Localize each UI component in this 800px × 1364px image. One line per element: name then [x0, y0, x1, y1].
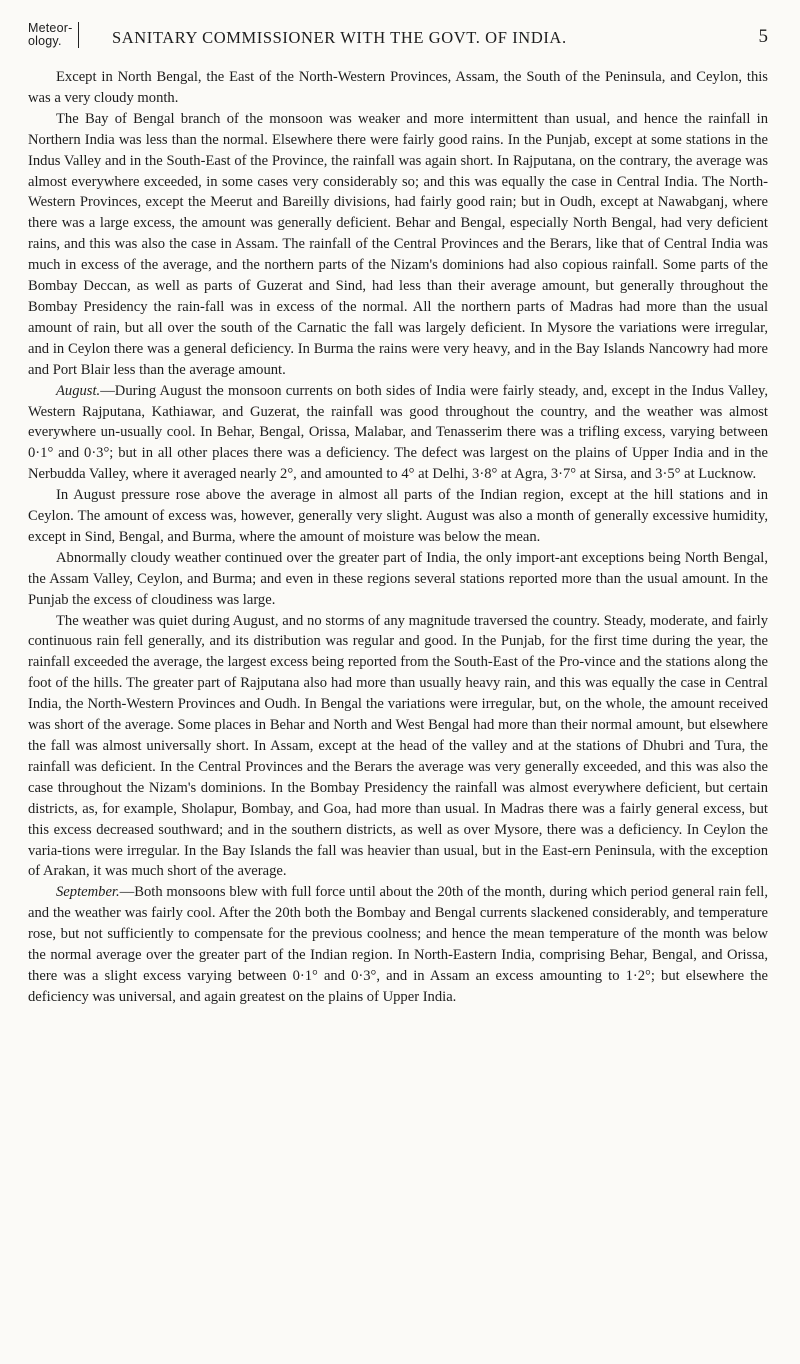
paragraph-lead-september: September. — [56, 884, 120, 901]
paragraph-text: —During August the monsoon currents on both sides of India were fairly steady, and, except in the Indus Valley, Western Rajputana, Kathiawar, and Guzerat, the rainfall was good throughout the country, and the weather was almost everywhere un-usually cool. In Behar, Bengal, Orissa, Malabar, and Tenasserim there was a trifling excess, varying between 0·1° and 0·3°; but in all other places there was a deficiency. The defect was largest on the plains of Upper India and in the Nerbudda Valley, where it averaged nearly 2°, and amounted to 4° at Delhi, 3·8° at Agra, 3·7° at Sirsa, and 3·5° at Lucknow. — [28, 382, 768, 483]
paragraph — [28, 611, 768, 883]
running-head: SANITARY COMMISSIONER WITH THE GOVT. OF INDIA. — [112, 28, 567, 47]
paragraph-text: Except in North Bengal, the East of the North-Western Provinces, Assam, the South of the Peninsula, and Ceylon, this was a very cloudy month. — [28, 69, 768, 106]
section-tag-line-1: Meteor- — [28, 21, 73, 35]
paragraph — [28, 548, 768, 611]
paragraph — [28, 109, 768, 381]
paragraph — [28, 67, 768, 109]
section-tag — [28, 22, 79, 48]
paragraph — [28, 882, 768, 1007]
page-header — [28, 20, 768, 66]
paragraph — [28, 485, 768, 548]
paragraph-text: In August pressure rose above the average in almost all parts of the Indian region, except at the hill stations and in Ceylon. The amount of excess was, however, generally very slight. August was also a month of generally excessive humidity, except in Sind, Bengal, and Burma, where the amount of moisture was below the mean. — [28, 487, 768, 545]
paragraph-text: Abnormally cloudy weather continued over the greater part of India, the only import-ant exceptions being North Bengal, the Assam Valley, Ceylon, and Burma; and even in these regions several stations reported more than the usual amount. In the Punjab the excess of cloudiness was large. — [28, 549, 768, 608]
body-text — [28, 67, 768, 1008]
page-number: 5 — [758, 26, 768, 47]
paragraph — [28, 381, 768, 486]
section-tag-line-2: ology. — [28, 34, 62, 48]
paragraph-text: —Both monsoons blew with full force until about the 20th of the month, during which period general rain fell, and the weather was fairly cool. After the 20th both the Bombay and Bengal currents slackened considerably, and temperature rose, but not sufficiently to compensate for the previous coolness; and hence the mean temperature of the month was below the normal average over the greater part of the Indian region. In North-Eastern India, comprising Behar, Bengal, and Orissa, there was a slight excess varying between 0·1° and 0·3°, and in Assam an excess amounting to 1·2°; but elsewhere the deficiency was universal, and again greatest on the plains of Upper India. — [28, 884, 768, 1005]
paragraph-text: The Bay of Bengal branch of the monsoon was weaker and more intermittent than usual, and hence the rainfall in Northern India was less than the normal. Elsewhere there were fairly good rains. In the Punjab, except at some stations in the Indus Valley and in the South-East of the Province, the rainfall was again short. In Rajputana, on the contrary, the average was almost everywhere exceeded, in some cases very considerably so; and this was equally the case in Central India. The North-Western Provinces, except the Meerut and Bareilly divisions, had fairly good rain; but in Oudh, except at Nawabganj, where there was a large excess, the amount was generally deficient. Behar and Bengal, especially North Bengal, had very deficient rains, and this was also the case in Assam. The rainfall of the Central Provinces and the Berars, like that of Central India was much in excess of the average, and the northern parts of the Nizam's dominions had also copious rainfall. Some parts of the Bombay Deccan, as well as parts of Guzerat and Sind, had less than their average amount, but generally throughout the Bombay Presidency the rain-fall was in excess of the normal. All the northern parts of Madras had more than the usual amount of rain, but all over the south of the Carnatic the fall was largely deficient. In Mysore the variations were irregular, and in Ceylon there was a general deficiency. In Burma the rains were very heavy, and in the Bay Islands Nancowry had more and Port Blair less than the average amount. — [28, 110, 768, 378]
paragraph-text: The weather was quiet during August, and no storms of any magnitude traversed the country. Steady, moderate, and fairly continuous rain fell generally, and its distribution was regular and good. In the Punjab, for the first time during the year, the rainfall exceeded the average, the largest excess being reported from the South-East of the Pro-vince and the stations along the foot of the hills. The greater part of Rajputana also had more than usually heavy rain, and this was equally the case in Central India, the North-Western Provinces and Oudh. In Bengal the variations were irregular, but, on the whole, the amount received was short of the average. Some places in Behar and North and West Bengal had more than their normal amount, but elsewhere the fall was almost universally short. In Assam, except at the head of the valley and at the stations of Dhubri and Tura, the rainfall was deficient. In the Central Provinces and the Berars the average was very generally exceeded, and this was also the case throughout the Nizam's dominions. In the Bombay Presidency the rainfall was almost everywhere deficient, but certain districts, as, for example, Sholapur, Bombay, and Goa, had more than usual. In Madras there was a fairly general excess, but this excess decreased southward; and in the southern districts, as well as over Mysore, there was a deficiency. In Ceylon the varia-tions were irregular. In the Bay Islands the fall was heavier than usual, but in the East-ern Peninsula, with the exception of Arakan, it was much short of the average. — [28, 612, 768, 880]
paragraph-lead-august: August. — [56, 382, 101, 399]
